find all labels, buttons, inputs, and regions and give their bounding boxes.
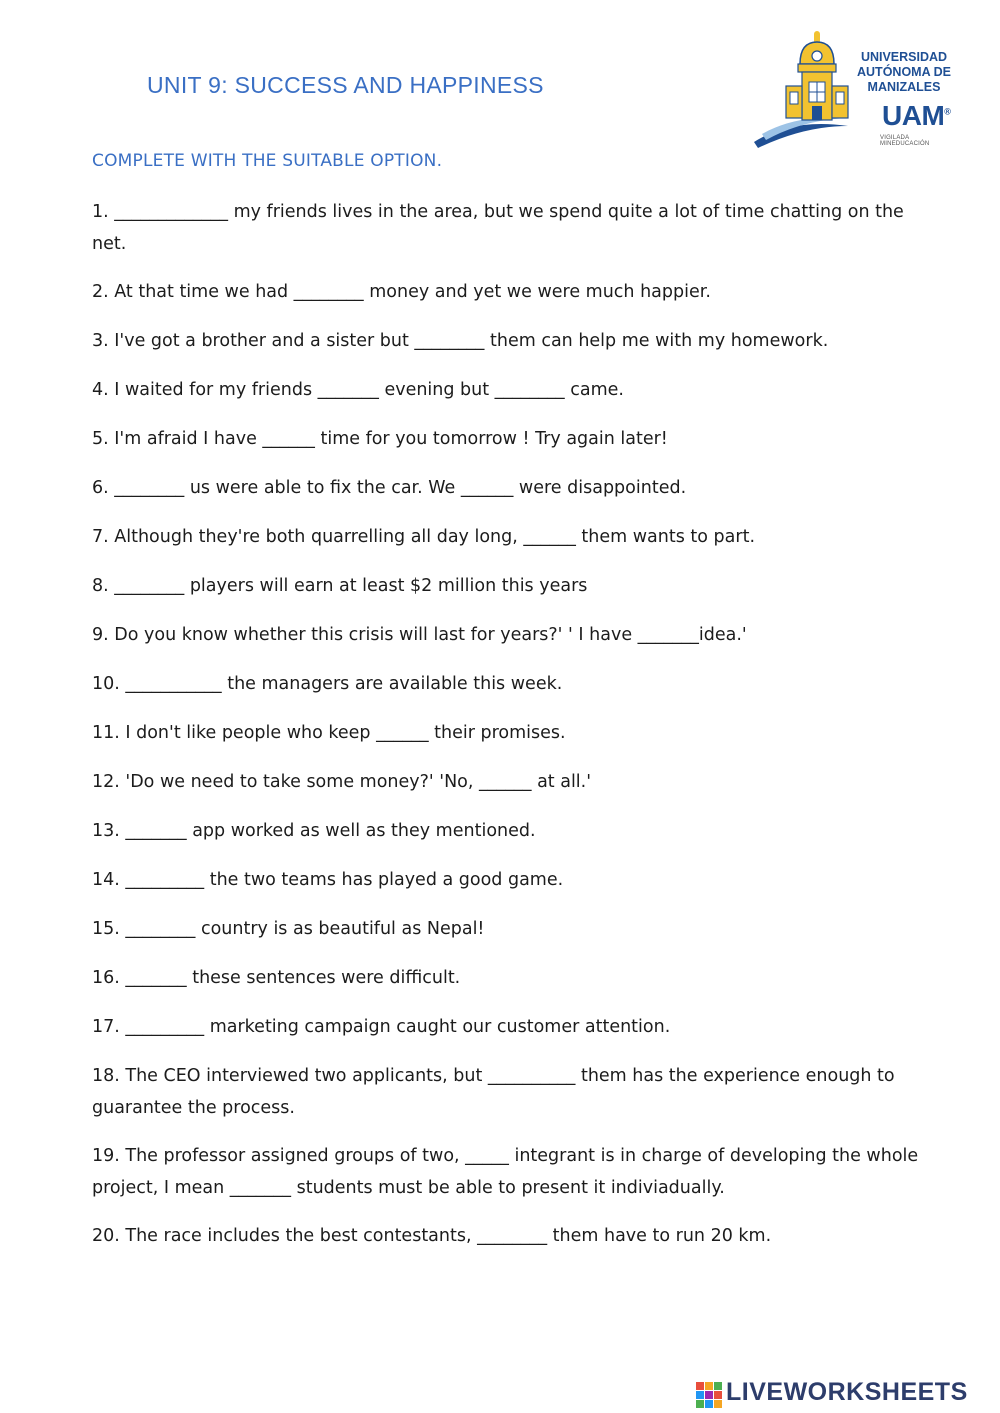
- question-11: 11. I don't like people who keep ______ their promises.: [92, 723, 566, 743]
- question-15: 15. ________ country is as beautiful as Nepal!: [92, 919, 485, 939]
- question-1: 1. _____________ my friends lives in the area, but we spend quite a lot of time chatting on the net.: [92, 202, 904, 254]
- question-list: [92, 196, 922, 1269]
- registered-mark: ®: [944, 106, 951, 117]
- question-4: 4. I waited for my friends _______ evening but ________ came.: [92, 380, 624, 400]
- question-10: 10. ___________ the managers are available this week.: [92, 674, 563, 694]
- question-12: 12. 'Do we need to take some money?' 'No, ______ at all.': [92, 772, 592, 792]
- university-name-line3: MANIZALES: [867, 80, 941, 94]
- question-19: 19. The professor assigned groups of two, _____ integrant is in charge of developing the whole project, I mean _______ students must be able to present it indiviadually.: [92, 1146, 919, 1198]
- university-name-line1: UNIVERSIDAD: [860, 50, 948, 64]
- liveworksheets-brand: LIVEWORKSHEETS: [726, 1378, 968, 1406]
- university-name: [850, 50, 958, 95]
- question-5: 5. I'm afraid I have ______ time for you tomorrow ! Try again later!: [92, 429, 668, 449]
- university-abbreviation: [882, 100, 950, 132]
- university-building-icon: [752, 30, 852, 152]
- question-6: 6. ________ us were able to fix the car. We ______ were disappointed.: [92, 478, 687, 498]
- question-20: 20. The race includes the best contestants, ________ them have to run 20 km.: [92, 1226, 772, 1246]
- question-13: 13. _______ app worked as well as they mentioned.: [92, 821, 536, 841]
- university-name-line2: AUTÓNOMA DE: [857, 65, 951, 79]
- unit-title: UNIT 9: SUCCESS AND HAPPINESS: [147, 72, 544, 98]
- question-2: 2. At that time we had ________ money and yet we were much happier.: [92, 282, 711, 302]
- question-18: 18. The CEO interviewed two applicants, but __________ them has the experience enough to guarantee the process.: [92, 1066, 895, 1118]
- question-9: 9. Do you know whether this crisis will last for years?' ' I have _______idea.': [92, 625, 747, 645]
- question-17: 17. _________ marketing campaign caught our customer attention.: [92, 1017, 671, 1037]
- uam-text: UAM: [882, 100, 945, 131]
- question-8: 8. ________ players will earn at least $2 million this years: [92, 576, 588, 596]
- instruction: COMPLETE WITH THE SUITABLE OPTION.: [92, 151, 443, 171]
- university-logo: [752, 30, 958, 152]
- question-3: 3. I've got a brother and a sister but ________ them can help me with my homework.: [92, 331, 829, 351]
- question-14: 14. _________ the two teams has played a good game.: [92, 870, 564, 890]
- liveworksheets-logo-icon: [696, 1382, 722, 1408]
- question-16: 16. _______ these sentences were difficult.: [92, 968, 461, 988]
- question-7: 7. Although they're both quarrelling all day long, ______ them wants to part.: [92, 527, 756, 547]
- logo-slogan: VIGILADA MINEDUCACIÓN: [880, 135, 930, 147]
- liveworksheets-footer: [696, 1378, 996, 1412]
